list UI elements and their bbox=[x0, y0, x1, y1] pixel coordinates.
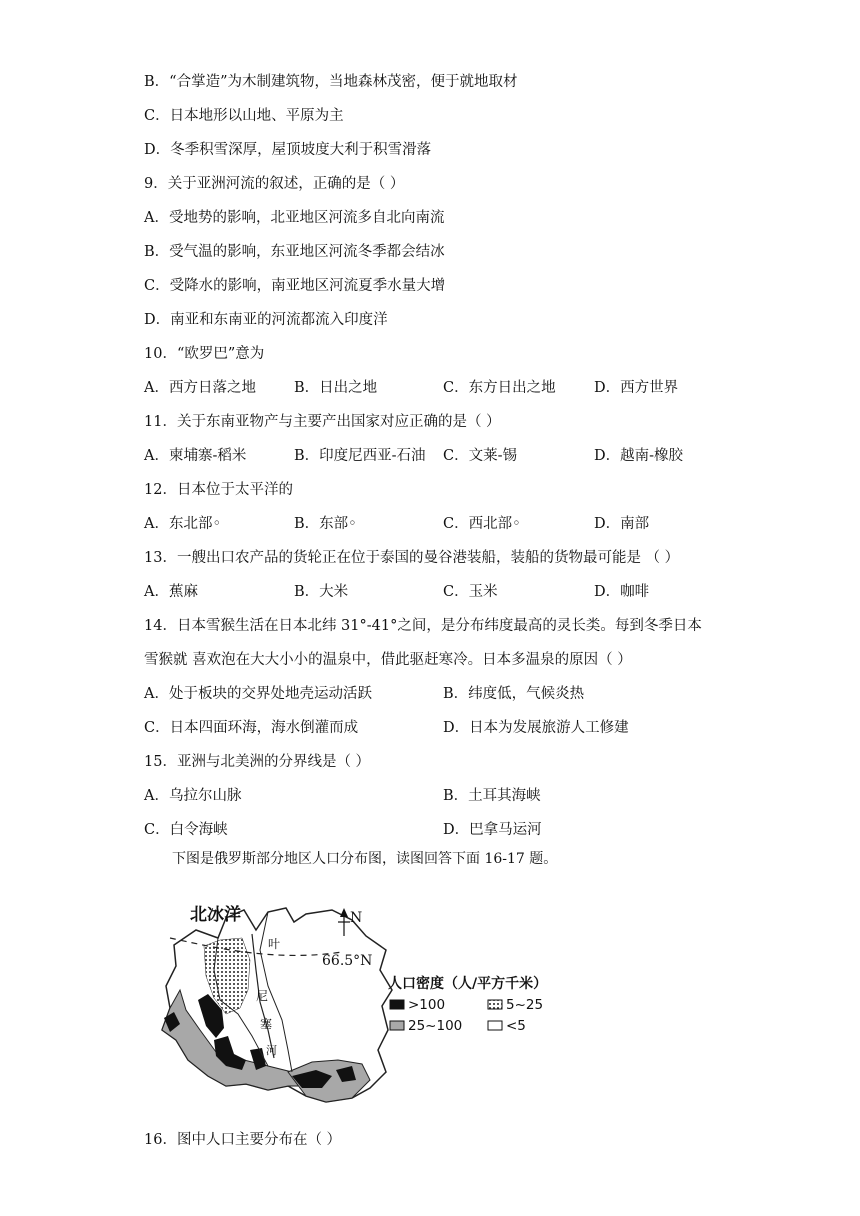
legend-swatch-over-100 bbox=[390, 1000, 404, 1009]
north-label: N bbox=[350, 910, 363, 926]
option-8d: D．冬季积雪深厚，屋顶坡度大利于积雪滑落 bbox=[144, 142, 432, 158]
option-12c: C．西北部◦ bbox=[443, 516, 521, 532]
question-10-stem: 10．“欧罗巴”意为 bbox=[144, 346, 265, 362]
legend-label-under-5: <5 bbox=[506, 1018, 526, 1034]
option-12b: B．东部◦ bbox=[294, 516, 357, 532]
option-10c: C．东方日出之地 bbox=[443, 380, 556, 396]
option-10b: B．日出之地 bbox=[294, 380, 378, 396]
ocean-label: 北冰洋 bbox=[190, 905, 241, 925]
option-12a: A．东北部◦ bbox=[144, 516, 222, 532]
option-11c: C．文莱-锡 bbox=[443, 448, 517, 464]
option-8c: C．日本地形以山地、平原为主 bbox=[144, 108, 344, 124]
river-label-char-3: 塞 bbox=[260, 1017, 273, 1031]
river-label-char-1: 叶 bbox=[268, 937, 281, 951]
option-11d: D．越南-橡胶 bbox=[594, 448, 684, 464]
russia-population-map bbox=[156, 890, 576, 1120]
option-9c: C．受降水的影响，南亚地区河流夏季水量大增 bbox=[144, 278, 446, 294]
option-9b: B．受气温的影响，东亚地区河流冬季都会结冰 bbox=[144, 244, 445, 260]
option-11a: A．柬埔寨-稻米 bbox=[144, 448, 247, 464]
option-9d: D．南亚和东南亚的河流都流入印度洋 bbox=[144, 312, 388, 328]
question-15-stem: 15．亚洲与北美洲的分界线是（ ） bbox=[144, 754, 371, 770]
legend-title: 人口密度（人/平方千米） bbox=[388, 976, 548, 992]
river-label-char-2: 尼 bbox=[256, 989, 269, 1003]
option-15b: B．土耳其海峡 bbox=[443, 788, 541, 804]
question-9-stem: 9．关于亚洲河流的叙述，正确的是（ ） bbox=[144, 176, 405, 192]
legend-swatch-25-100 bbox=[390, 1021, 404, 1030]
question-14-stem-line2: 雪猴就 喜欢泡在大大小小的温泉中，借此驱赶寒冷。日本多温泉的原因（ ） bbox=[144, 652, 632, 668]
legend-label-25-100: 25~100 bbox=[408, 1018, 463, 1034]
question-12-stem: 12．日本位于太平洋的 bbox=[144, 482, 293, 498]
question-16-stem: 16．图中人口主要分布在（ ） bbox=[144, 1132, 342, 1148]
option-15d: D．巴拿马运河 bbox=[443, 822, 542, 838]
option-14b: B．纬度低，气候炎热 bbox=[443, 686, 585, 702]
legend-swatch-under-5 bbox=[488, 1021, 502, 1030]
option-10d: D．西方世界 bbox=[594, 380, 679, 396]
option-14a: A．处于板块的交界处地壳运动活跃 bbox=[144, 686, 372, 702]
figure-caption: 下图是俄罗斯部分地区人口分布图，读图回答下面 16-17 题。 bbox=[172, 851, 558, 867]
question-11-stem: 11．关于东南亚物产与主要产出国家对应正确的是（ ） bbox=[144, 414, 501, 430]
option-15a: A．乌拉尔山脉 bbox=[144, 788, 242, 804]
legend-swatch-5-25 bbox=[488, 1000, 502, 1009]
option-13d: D．咖啡 bbox=[594, 584, 650, 600]
option-15c: C．白令海峡 bbox=[144, 822, 228, 838]
river-label-char-4: 河 bbox=[266, 1044, 277, 1057]
option-10a: A．西方日落之地 bbox=[144, 380, 256, 396]
option-14c: C．日本四面环海，海水倒灌而成 bbox=[144, 720, 359, 736]
option-14d: D．日本为发展旅游人工修建 bbox=[443, 720, 629, 736]
question-14-stem-line1: 14．日本雪猴生活在日本北纬 31°-41°之间，是分布纬度最高的灵长类。每到冬季日本 bbox=[144, 618, 702, 634]
option-9a: A．受地势的影响，北亚地区河流多自北向南流 bbox=[144, 210, 445, 226]
option-13c: C．玉米 bbox=[443, 584, 498, 600]
legend-label-5-25: 5~25 bbox=[506, 997, 544, 1013]
latitude-label: 66.5°N bbox=[322, 953, 373, 969]
option-8b: B．“合掌造”为木制建筑物，当地森林茂密，便于就地取材 bbox=[144, 74, 518, 90]
option-12d: D．南部 bbox=[594, 516, 650, 532]
option-13a: A．蕉麻 bbox=[144, 584, 198, 600]
option-13b: B．大米 bbox=[294, 584, 349, 600]
question-13-stem: 13．一艘出口农产品的货轮正在位于泰国的曼谷港装船，装船的货物最可能是 （ ） bbox=[144, 550, 680, 566]
legend-label-over-100: >100 bbox=[408, 997, 446, 1013]
option-11b: B．印度尼西亚-石油 bbox=[294, 448, 426, 464]
